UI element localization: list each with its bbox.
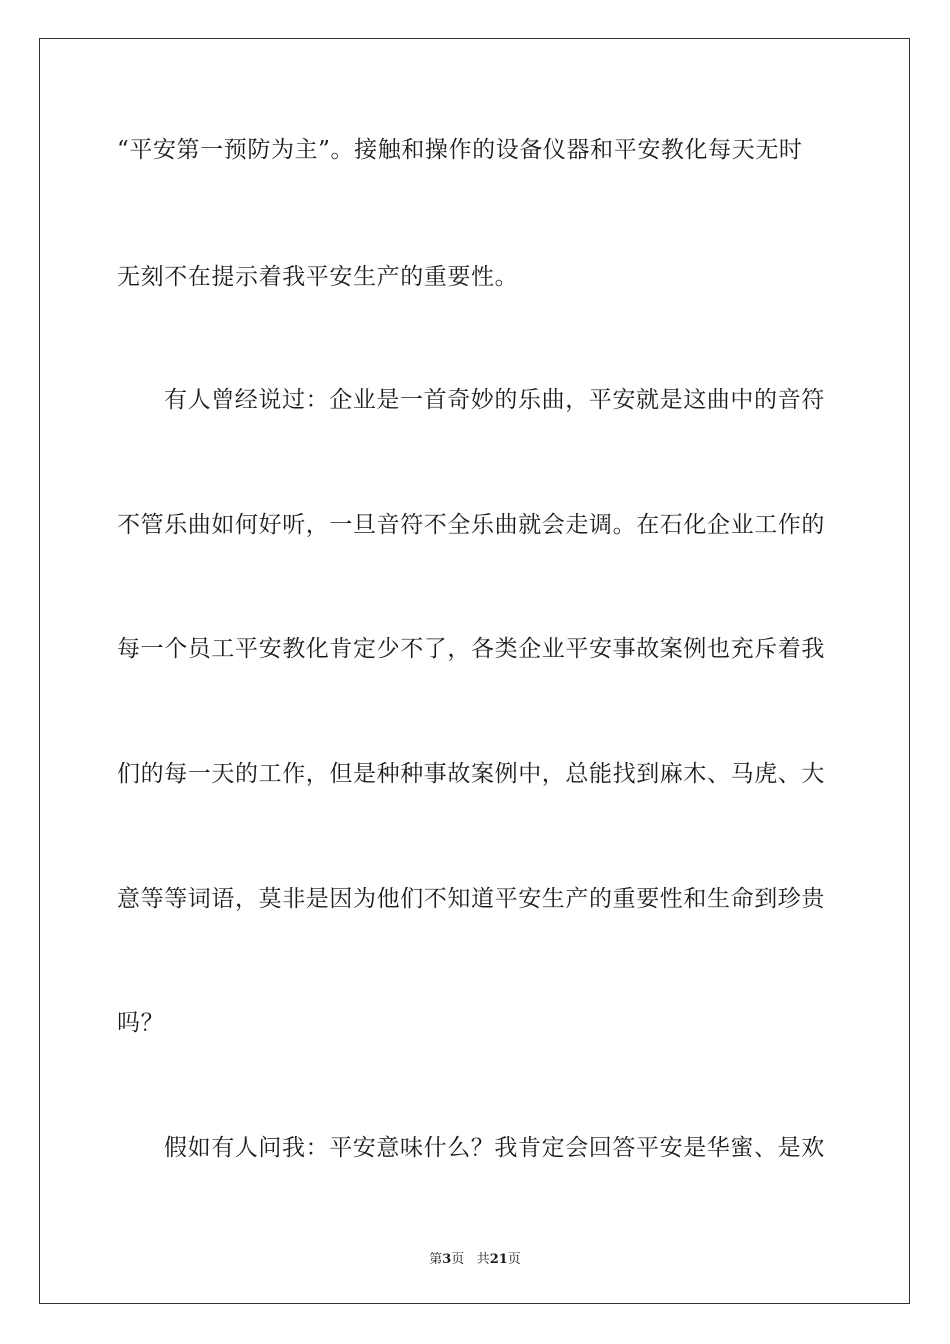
footer-total-suffix: 页 (507, 1252, 521, 1267)
paragraph-line-9: 假如有人问我：平安意味什么？我肯定会回答平安是华蜜、是欢 (164, 1135, 825, 1161)
page-footer (0, 1248, 950, 1267)
footer-page-suffix: 页 (451, 1252, 465, 1267)
footer-page-total: 21 (489, 1252, 508, 1267)
footer-total-prefix: 共 (476, 1252, 490, 1267)
paragraph-line-3: 有人曾经说过：企业是一首奇妙的乐曲，平安就是这曲中的音符 (164, 387, 825, 413)
footer-page-current: 3 (442, 1252, 452, 1267)
page-border (39, 38, 910, 1304)
footer-page-prefix: 第 (429, 1252, 443, 1267)
paragraph-line-6: 们的每一天的工作，但是种种事故案例中，总能找到麻木、马虎、大 (117, 761, 825, 787)
paragraph-line-1: “平安第一预防为主”。接触和操作的设备仪器和平安教化每天无时 (117, 137, 803, 163)
paragraph-line-5: 每一个员工平安教化肯定少不了，各类企业平安事故案例也充斥着我 (117, 636, 825, 662)
paragraph-line-7: 意等等词语，莫非是因为他们不知道平安生产的重要性和生命到珍贵 (117, 886, 825, 912)
paragraph-line-8: 吗？ (117, 1010, 165, 1036)
paragraph-line-4: 不管乐曲如何好听，一旦音符不全乐曲就会走调。在石化企业工作的 (117, 512, 825, 538)
paragraph-line-2: 无刻不在提示着我平安生产的重要性。 (117, 264, 519, 290)
